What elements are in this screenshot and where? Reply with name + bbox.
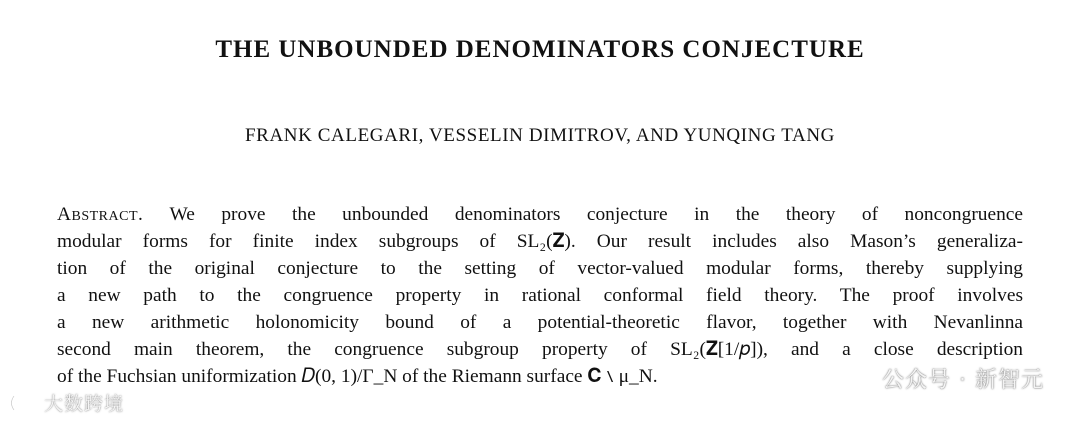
paper-authors: FRANK CALEGARI, VESSELIN DIMITROV, AND YUNQING TANG [245, 125, 835, 146]
abstract-line-1-text: We prove the unbounded denominators conjecture in the theory of noncongruence [143, 204, 1023, 225]
abstract-block [57, 201, 1023, 390]
abstract-heading: Abstract. [57, 204, 144, 225]
watermark-right [850, 363, 1044, 394]
abstract-line-6: second main theorem, the congruence subgroup property of SL₂(𝐙[1/𝑝]), and a close description [57, 339, 1023, 360]
paper-title: THE UNBOUNDED DENOMINATORS CONJECTURE [215, 36, 865, 63]
wechat-icon [850, 369, 876, 391]
brand-logo-icon [10, 394, 40, 412]
watermark-right-text: 公众号 · 新智元 [882, 368, 1044, 393]
abstract-line-1 [57, 201, 1023, 228]
abstract-line-2: modular forms for finite index subgroups of SL₂(𝐙). Our result includes also Mason’s generaliza- [57, 231, 1023, 252]
abstract-line-4: a new path to the congruence property in rational conformal field theory. The proof involves [57, 285, 1023, 306]
abstract-line-7: of the Fuchsian uniformization 𝐷(0, 1)/Γ_N of the Riemann surface 𝐂 ∖ μ_N. [57, 366, 658, 387]
watermark-left [10, 389, 124, 416]
abstract-line-5: a new arithmetic holonomicity bound of a potential-theoretic flavor, together with Nevanlinna [57, 312, 1023, 333]
watermark-left-text: 大数跨境 [44, 393, 125, 415]
abstract-line-3: tion of the original conjecture to the setting of vector-valued modular forms, thereby supplying [57, 258, 1023, 279]
